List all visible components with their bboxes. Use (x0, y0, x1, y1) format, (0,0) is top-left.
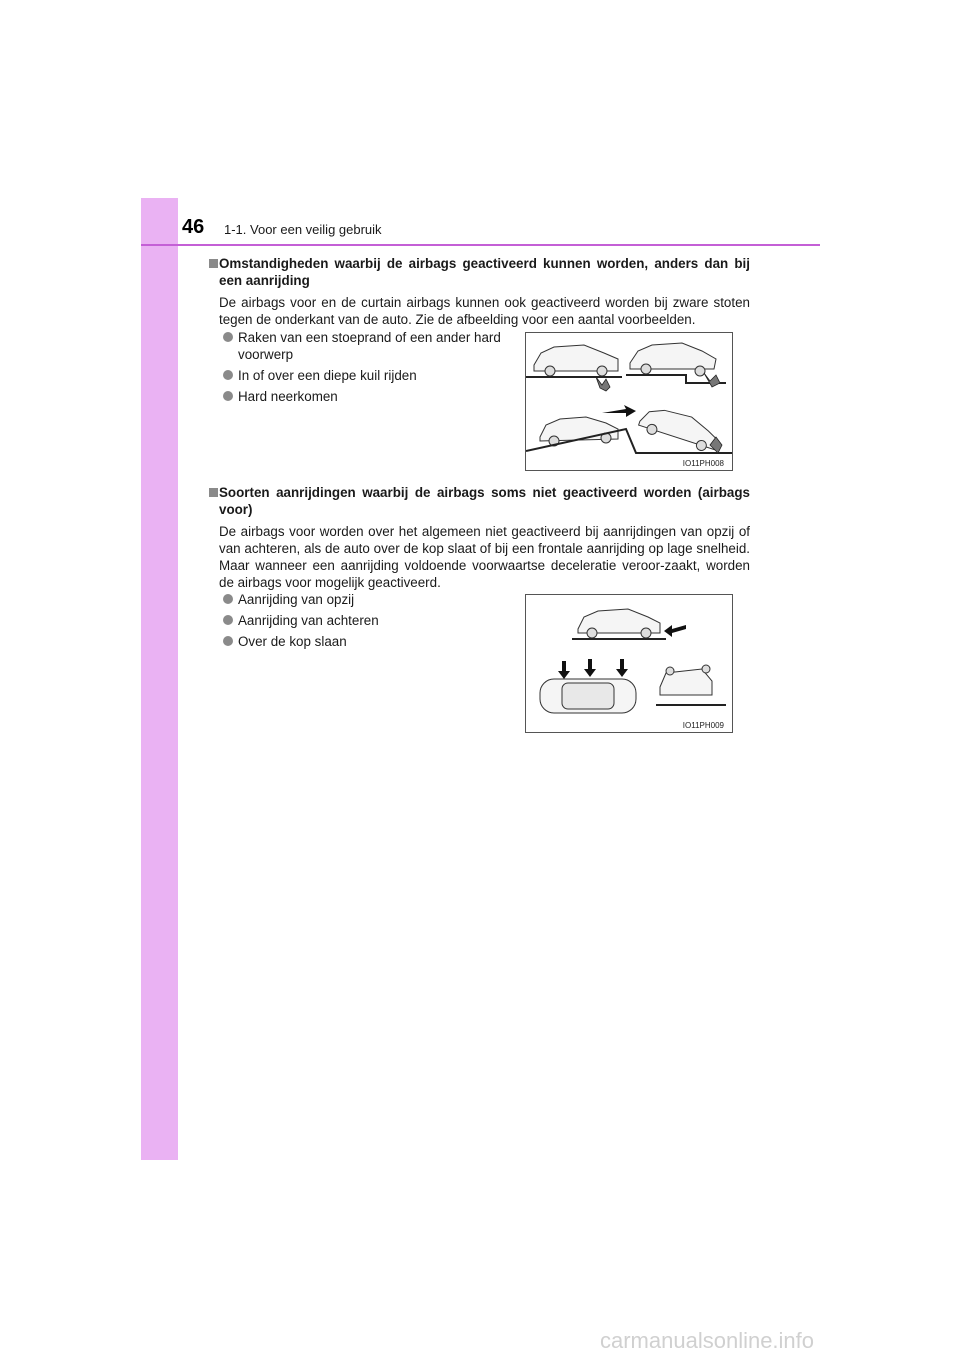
section-other-activation (209, 255, 750, 328)
square-bullet-icon (209, 488, 218, 497)
car-impact-illustration (526, 333, 732, 470)
section-heading: Soorten aanrijdingen waarbij de airbags soms niet geactiveerd worden (airbags voor) (209, 484, 750, 518)
watermark: carmanualsonline.info (600, 1328, 815, 1353)
page-number-box (141, 198, 178, 245)
chapter-title: 1-1. Voor een veilig gebruik (224, 222, 382, 237)
section-non-activation (209, 484, 750, 591)
round-bullet-icon (223, 370, 233, 380)
section-body: De airbags voor worden over het algemeen niet geactiveerd bij aanrijdingen van opzij of van achteren, als de auto over de kop slaat of bij een frontale aanrijding op lage snelheid. Maar wanneer een aanrijding voldoende voorwaartse deceleratie veroor-zaakt, worden de airbags voor mogelijk geactiveerd. (219, 524, 750, 590)
list-item: In of over een diepe kuil rijden (223, 367, 503, 384)
list-item: Aanrijding van opzij (223, 591, 503, 608)
list-item: Aanrijding van achteren (223, 612, 503, 629)
round-bullet-icon (223, 594, 233, 604)
round-bullet-icon (223, 636, 233, 646)
square-bullet-icon (209, 259, 218, 268)
figure-underbody-impact (525, 332, 733, 471)
list-item: Hard neerkomen (223, 388, 503, 405)
round-bullet-icon (223, 391, 233, 401)
list-item: Over de kop slaan (223, 633, 503, 650)
figure-collision-types (525, 594, 733, 733)
side-color-band (141, 198, 178, 1160)
list-item: Raken van een stoeprand of een ander hard voorwerp (223, 329, 503, 363)
section-body: De airbags voor en de curtain airbags kunnen ook geactiveerd worden bij zware stoten tegen de onderkant van de auto. Zie de afbeelding voor een aantal voorbeelden. (219, 295, 750, 327)
round-bullet-icon (223, 615, 233, 625)
bullet-list-2 (223, 591, 503, 654)
collision-types-illustration (526, 595, 732, 732)
figure-code: IO11PH009 (682, 721, 724, 730)
header-rule (141, 244, 820, 246)
bullet-list-1 (223, 329, 503, 409)
figure-code: IO11PH008 (682, 459, 724, 468)
round-bullet-icon (223, 332, 233, 342)
page-number: 46 (182, 216, 205, 238)
section-heading: Omstandigheden waarbij de airbags geactiveerd kunnen worden, anders dan bij een aanrijding (209, 255, 750, 289)
